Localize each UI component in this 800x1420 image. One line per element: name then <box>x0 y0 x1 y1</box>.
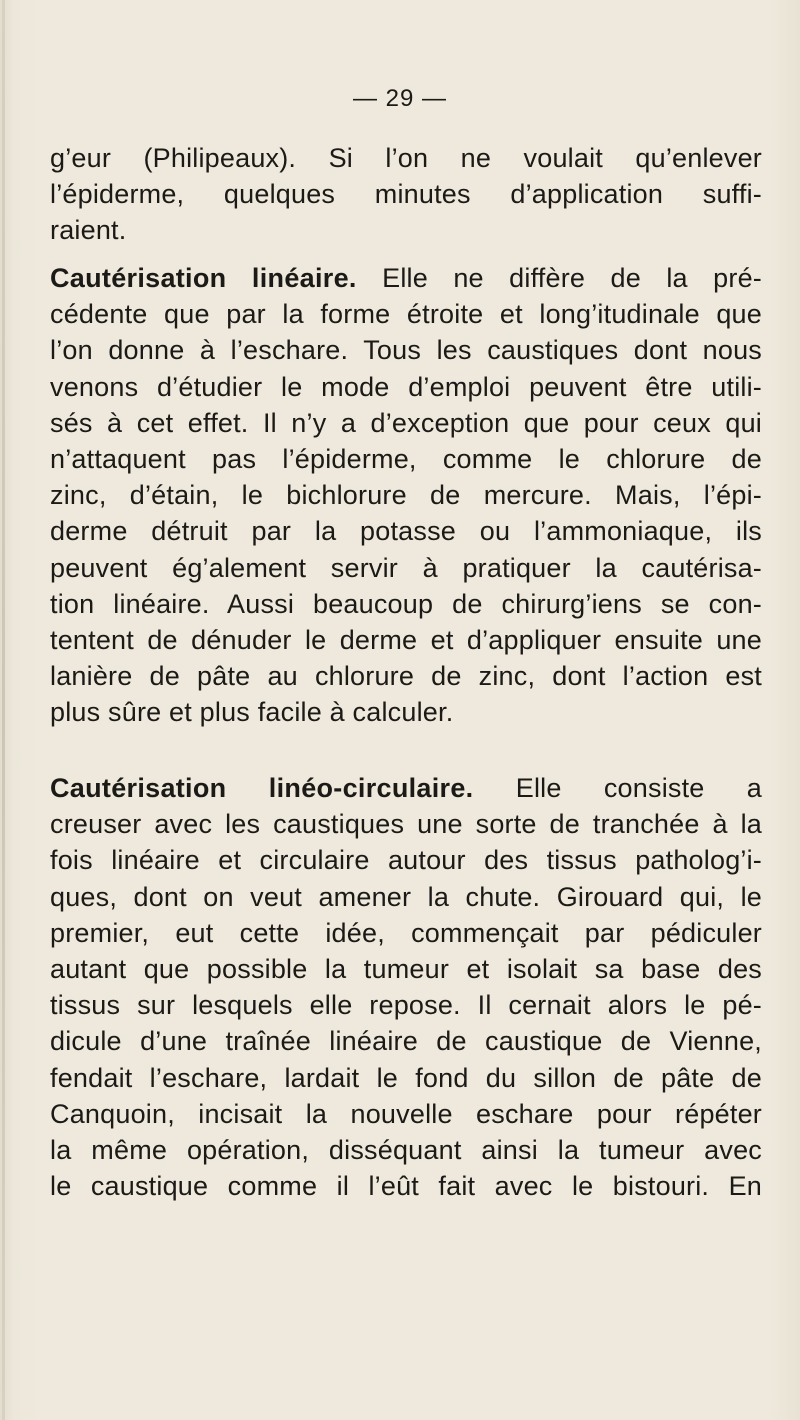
text-line: cédente que par la forme étroite et long’itudinale que <box>50 299 762 330</box>
text-line: raient. <box>50 215 127 246</box>
text-line: zinc, d’étain, le bichlorure de mercure. Mais, l’épi- <box>50 480 762 511</box>
page-number: — 29 — <box>352 85 448 112</box>
text-line: tentent de dénuder le derme et d’appliquer ensuite une <box>50 624 762 655</box>
text-line: venons d’étudier le mode d’emploi peuvent être utili- <box>50 371 762 402</box>
paragraph-2 <box>50 260 762 730</box>
text-line: fendait l’eschare, lardait le fond du sillon de pâte de <box>50 1062 762 1093</box>
text-line: Canquoin, incisait la nouvelle eschare pour répéter <box>50 1098 762 1129</box>
page-spine-shadow <box>2 0 5 1420</box>
text-line <box>50 770 762 806</box>
text-line: premier, eut cette idée, commençait par pédiculer <box>50 917 762 948</box>
text-line: n’attaquent pas l’épiderme, comme le chlorure de <box>50 443 762 474</box>
text-line: fois linéaire et circulaire autour des tissus patholog’i- <box>50 845 762 876</box>
text-line: l’épiderme, quelques minutes d’application suffi- <box>50 179 762 210</box>
text-line: ques, dont on veut amener la chute. Girouard qui, le <box>50 881 762 912</box>
text-fragment: Elle consiste a <box>515 773 762 803</box>
text-line <box>50 260 762 296</box>
text-line: peuvent ég’alement servir à pratiquer la cautérisa- <box>50 552 762 583</box>
text-line: l’on donne à l’eschare. Tous les caustiques dont nous <box>50 335 762 366</box>
text-fragment: Elle ne diffère de la pré- <box>382 263 762 293</box>
text-line: autant que possible la tumeur et isolait sa base des <box>50 953 762 984</box>
text-line: tissus sur lesquels elle repose. Il cernait alors le pé- <box>50 990 762 1021</box>
text-line: sés à cet effet. Il n’y a d’exception que pour ceux qui <box>50 407 762 438</box>
text-line: le caustique comme il l’eût fait avec le bistouri. En <box>50 1171 762 1202</box>
text-line: derme détruit par la potasse ou l’ammoniaque, ils <box>50 516 762 547</box>
text-line: la même opération, disséquant ainsi la tumeur avec <box>50 1134 762 1165</box>
section-heading-lineo-circulaire: Cautérisation linéo-circulaire. <box>50 773 474 803</box>
text-line: g’eur (Philipeaux). Si l’on ne voulait qu’enlever <box>50 143 762 173</box>
paragraph-3 <box>50 770 762 1204</box>
section-heading-lineaire: Cautérisation linéaire. <box>50 263 357 293</box>
text-line: creuser avec les caustiques une sorte de tranchée à la <box>50 809 762 840</box>
paragraph-1 <box>50 140 762 249</box>
text-line: dicule d’une traînée linéaire de caustique de Vienne, <box>50 1026 762 1057</box>
text-line: plus sûre et plus facile à calculer. <box>50 697 454 728</box>
text-line: lanière de pâte au chlorure de zinc, dont l’action est <box>50 661 762 692</box>
text-line: tion linéaire. Aussi beaucoup de chirurg’iens se con- <box>50 588 762 619</box>
